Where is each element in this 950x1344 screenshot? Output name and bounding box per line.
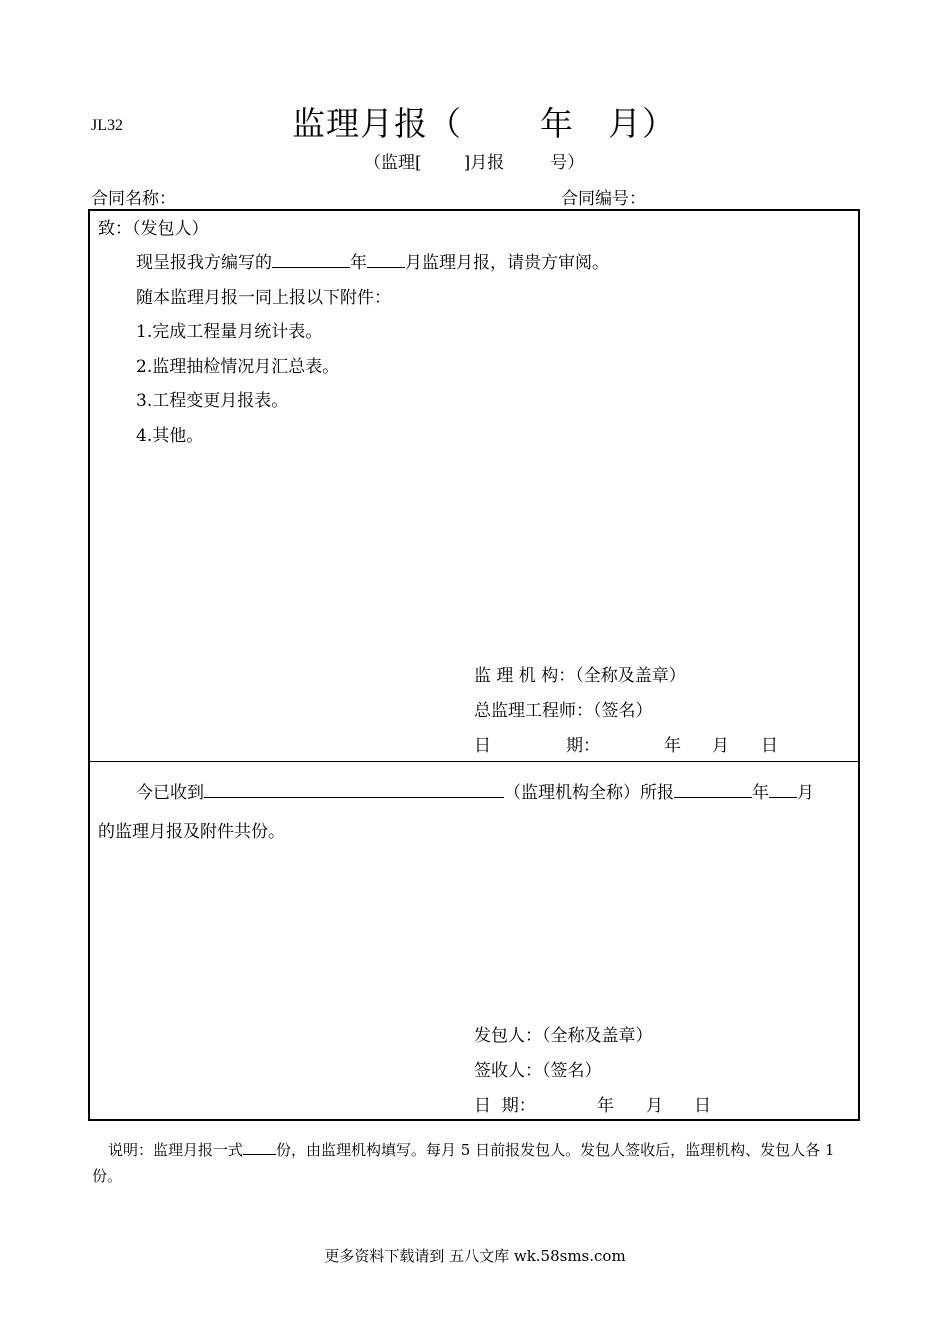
receipt-middle: （监理机构全称）所报 (504, 783, 674, 803)
report-form-table (88, 209, 860, 1121)
subtitle-part2: ]月报 (463, 153, 505, 173)
supervision-org-signature: 监 理 机 构：（全称及盖章） (474, 666, 686, 686)
footnote (92, 1137, 862, 1189)
submission-suffix: 月监理月报，请贵方审阅。 (405, 253, 609, 273)
note-suffix: 份，由监理机构填写。每月 5 日前报发包人。发包人签收后，监理机构、发包人各 1 份。 (92, 1141, 835, 1185)
receipt-month-label: 月 (797, 783, 814, 803)
month-blank[interactable] (367, 251, 405, 268)
submission-prefix: 现呈报我方编写的 (136, 253, 272, 273)
receipt-prefix: 今已收到 (136, 783, 204, 803)
form-code: JL32 (91, 117, 123, 134)
receipt-year-label: 年 (752, 783, 769, 803)
section-divider (90, 761, 858, 762)
receipt-line (136, 778, 814, 803)
receipt-date-day: 日 (694, 1096, 711, 1116)
footer-text: 更多资料下载请到 五八文库 wk.58sms.com (324, 1247, 626, 1265)
submission-year-label: 年 (350, 253, 367, 273)
receiver-signature: 签收人：（签名） (474, 1061, 602, 1081)
org-name-blank[interactable] (204, 781, 504, 798)
contract-no-label: 合同编号： (561, 189, 646, 209)
title-month: 月） (608, 104, 676, 143)
page-title (292, 98, 676, 145)
report-date-month: 月 (712, 736, 729, 756)
attachment-item: 2.监理抽检情况月汇总表。 (136, 357, 340, 377)
subtitle-part1: （监理[ (364, 153, 422, 173)
receipt-date-label: 日 期： (474, 1096, 536, 1116)
report-date-year: 年 (664, 736, 681, 756)
receipt-date-year: 年 (597, 1096, 614, 1116)
receipt-year-blank[interactable] (674, 781, 752, 798)
note-prefix: 说明：监理月报一式 (108, 1141, 244, 1159)
attachments-intro: 随本监理月报一同上报以下附件： (136, 288, 391, 308)
contract-name-label: 合同名称： (91, 189, 176, 209)
subtitle-part3: 号） (550, 153, 585, 173)
receipt-line2: 的监理月报及附件共份。 (98, 822, 285, 842)
attachment-item: 1.完成工程量月统计表。 (136, 322, 323, 342)
employer-signature: 发包人：（全称及盖章） (474, 1026, 653, 1046)
report-date-label: 日 (474, 736, 491, 756)
report-submission-line (136, 248, 609, 273)
attachment-item: 3.工程变更月报表。 (136, 391, 289, 411)
report-date-day: 日 (761, 736, 778, 756)
chief-engineer-signature: 总监理工程师：（签名） (474, 701, 653, 721)
receipt-date-month: 月 (646, 1096, 663, 1116)
title-year: 年 (540, 104, 574, 143)
page-subtitle (364, 148, 584, 173)
copies-blank[interactable] (243, 1140, 276, 1155)
receipt-month-blank[interactable] (769, 781, 797, 798)
title-main: 监理月报（ (292, 104, 462, 143)
addressee-line: 致：（发包人） (98, 219, 209, 239)
report-date-label2: 期： (566, 736, 600, 756)
year-blank[interactable] (272, 251, 350, 268)
attachment-item: 4.其他。 (136, 426, 204, 446)
